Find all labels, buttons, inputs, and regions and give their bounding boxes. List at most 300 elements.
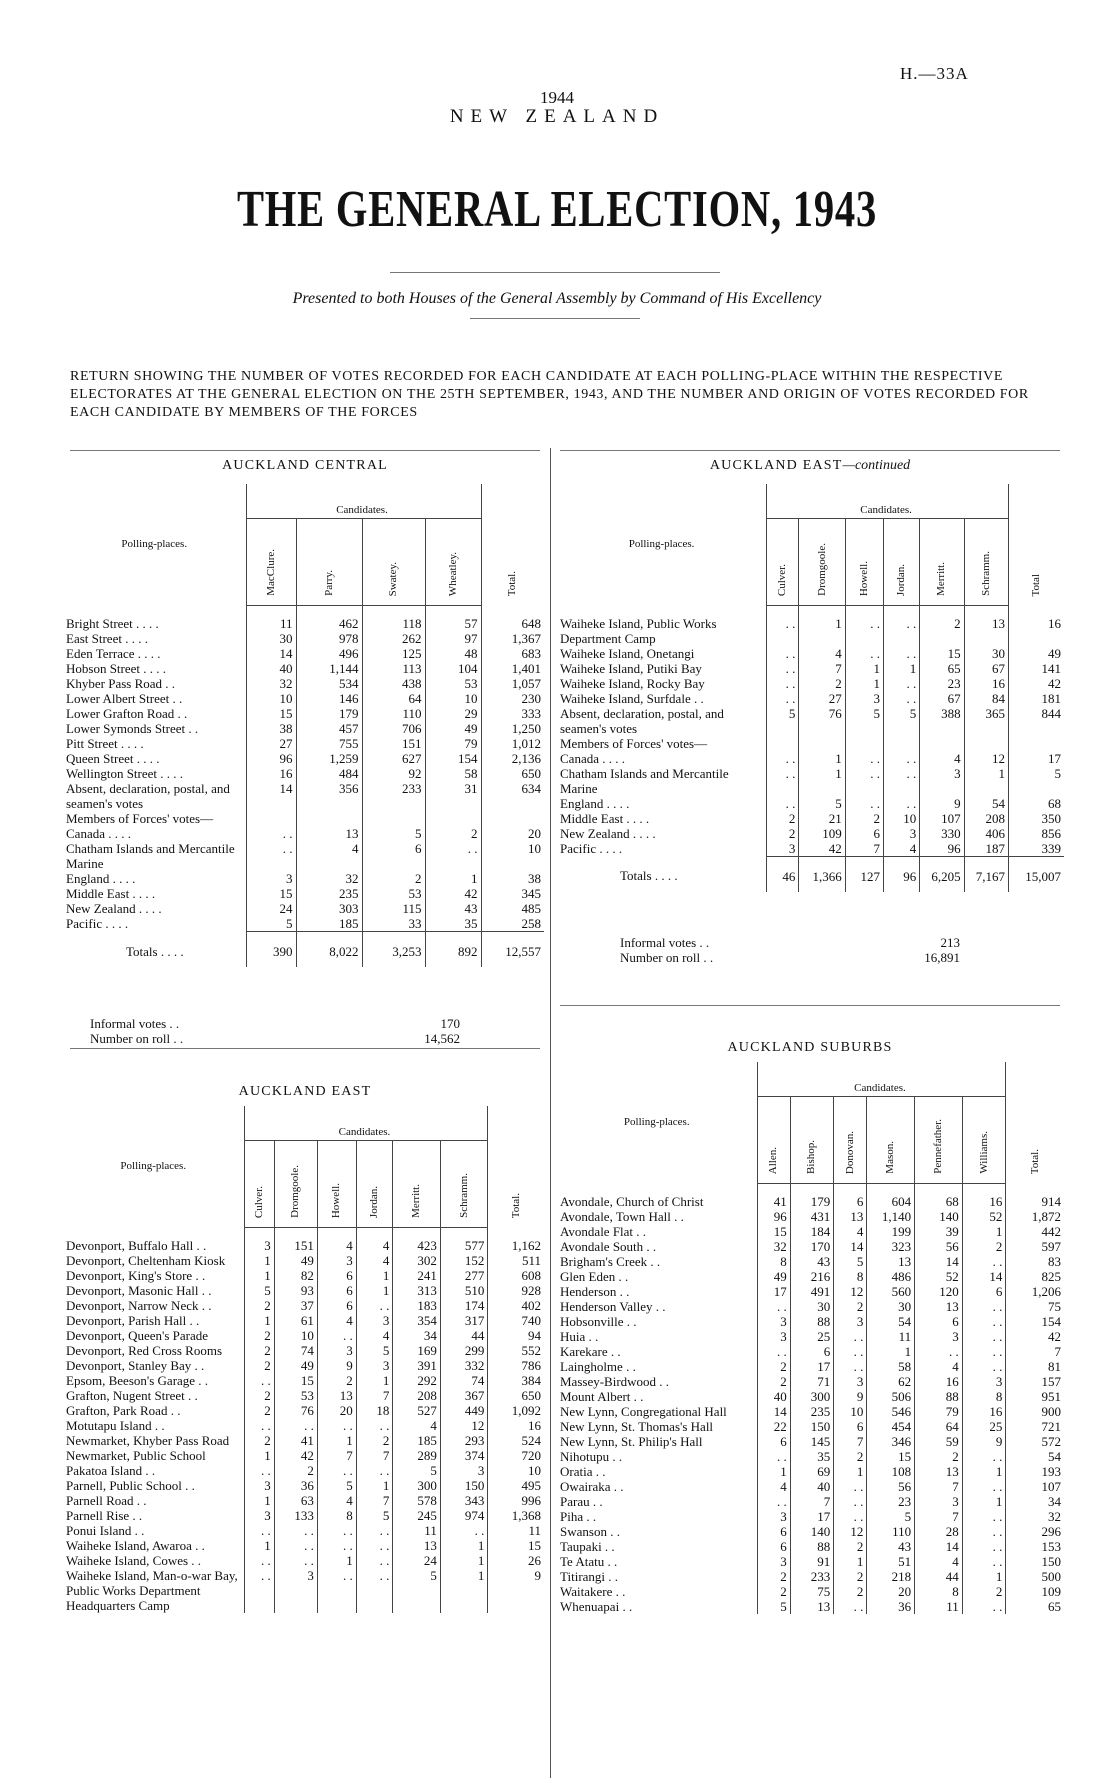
polling-place-cell: Massey-Birdwood . . <box>560 1374 670 1389</box>
vote-count-cell: 2 <box>834 1449 867 1464</box>
polling-place-cell: Waiheke Island, Awaroa . . <box>66 1538 205 1553</box>
vote-count-cell: 6 <box>317 1298 356 1313</box>
vote-count-cell: . . <box>884 606 920 646</box>
polling-place-cell: Chatham Islands and Mercantile Marine <box>560 765 729 796</box>
table-row <box>560 1184 1064 1210</box>
vote-count-cell: 20 <box>317 1403 356 1418</box>
candidate-name-header: Donovan. <box>834 1097 867 1184</box>
vote-count-cell: . . <box>962 1329 1006 1344</box>
totals-cell: 390 <box>246 932 296 968</box>
vote-count-cell: 2 <box>962 1239 1006 1254</box>
vote-count-cell: 48 <box>425 646 481 661</box>
vote-count-cell: 608 <box>488 1268 544 1283</box>
vote-count-cell: 150 <box>440 1478 488 1493</box>
totals-cell: 12,557 <box>481 932 544 968</box>
vote-count-cell: . . <box>356 1553 393 1568</box>
vote-count-cell: . . <box>274 1523 317 1538</box>
polling-place-cell: Parnell, Public School . . <box>66 1478 195 1493</box>
vote-count-cell: 7 <box>790 1494 834 1509</box>
vote-count-cell: 1 <box>845 661 883 676</box>
vote-count-cell: 17 <box>790 1509 834 1524</box>
vote-count-cell: 41 <box>757 1184 790 1210</box>
vote-count-cell: 2 <box>244 1328 274 1343</box>
vote-count-cell: 1,057 <box>481 676 544 691</box>
candidate-name-header: Dromgoole. <box>799 519 845 606</box>
vote-count-cell: 6 <box>757 1524 790 1539</box>
polling-place-cell: Avondale South . . <box>560 1239 657 1254</box>
vote-count-cell: 1,368 <box>488 1508 544 1523</box>
polling-place-cell: Hobson Street . . . . <box>66 661 167 676</box>
vote-count-cell: . . <box>767 676 799 691</box>
vote-count-cell: 67 <box>964 661 1008 676</box>
vote-count-cell: 2 <box>834 1584 867 1599</box>
vote-count-cell: 300 <box>790 1389 834 1404</box>
vote-count-cell: 374 <box>440 1448 488 1463</box>
vote-count-cell: 3 <box>246 871 296 886</box>
table-row <box>560 1374 1064 1389</box>
table-row <box>560 1599 1064 1614</box>
vote-count-cell: . . <box>834 1599 867 1614</box>
vote-count-cell: 40 <box>790 1479 834 1494</box>
vote-count-cell: . . <box>317 1523 356 1538</box>
table-row <box>66 1568 544 1613</box>
vote-count-cell: 900 <box>1006 1404 1064 1419</box>
vote-count-cell: 1 <box>834 1464 867 1479</box>
vote-count-cell: 6 <box>834 1184 867 1210</box>
vote-count-cell: 10 <box>246 691 296 706</box>
vote-count-cell: 40 <box>246 661 296 676</box>
candidate-name-header: Merritt. <box>393 1141 440 1228</box>
polling-place-cell: Devonport, Narrow Neck . . <box>66 1298 212 1313</box>
vote-count-cell: 317 <box>440 1313 488 1328</box>
vote-count-cell: 277 <box>440 1268 488 1283</box>
vote-count-cell: 2 <box>425 826 481 841</box>
vote-count-cell: 6 <box>834 1419 867 1434</box>
section-title-auckland-suburbs: AUCKLAND SUBURBS <box>727 1040 893 1055</box>
vote-count-cell: 1 <box>845 676 883 691</box>
vote-count-cell: . . <box>834 1509 867 1524</box>
vote-count-cell: 8 <box>962 1389 1006 1404</box>
vote-count-cell: 36 <box>867 1599 915 1614</box>
vote-count-cell <box>767 736 799 751</box>
polling-place-cell: Devonport, Red Cross Rooms <box>66 1343 222 1358</box>
vote-count-cell: 2 <box>834 1569 867 1584</box>
vote-count-cell: 74 <box>440 1373 488 1388</box>
vote-count-cell: 56 <box>867 1479 915 1494</box>
vote-count-cell: 24 <box>393 1553 440 1568</box>
vote-count-cell: 37 <box>274 1298 317 1313</box>
vote-count-cell: 8 <box>915 1584 963 1599</box>
vote-count-cell: 6 <box>915 1314 963 1329</box>
vote-count-cell: 193 <box>1006 1464 1064 1479</box>
vote-count-cell: 3 <box>356 1358 393 1373</box>
east-summary <box>620 935 1040 965</box>
vote-count-cell: 2 <box>244 1343 274 1358</box>
table-row <box>560 736 1064 751</box>
vote-count-cell <box>799 736 845 751</box>
polling-place-cell: Waiheke Island, Public Works Department Camp <box>560 615 717 646</box>
vote-count-cell: . . <box>884 676 920 691</box>
vote-count-cell: 3 <box>962 1374 1006 1389</box>
candidates-header: Candidates. <box>244 1106 488 1141</box>
vote-count-cell: 15 <box>488 1538 544 1553</box>
vote-count-cell: 462 <box>296 606 362 632</box>
vote-count-cell: 17 <box>790 1359 834 1374</box>
vote-count-cell: 1 <box>799 766 845 796</box>
polling-place-cell: Devonport, Stanley Bay . . <box>66 1358 205 1373</box>
vote-count-cell: 1,401 <box>481 661 544 676</box>
table-row <box>560 646 1064 661</box>
vote-count-cell: 68 <box>915 1184 963 1210</box>
vote-count-cell: 51 <box>867 1554 915 1569</box>
vote-count-cell: 534 <box>296 676 362 691</box>
table-row <box>66 1553 544 1568</box>
vote-count-cell: 996 <box>488 1493 544 1508</box>
vote-count-cell: 356 <box>296 781 362 811</box>
candidate-name-header: Schramm. <box>964 519 1008 606</box>
vote-count-cell: 53 <box>425 676 481 691</box>
roll-label: Number on roll . . <box>90 1031 184 1046</box>
totals-cell: 8,022 <box>296 932 362 968</box>
vote-count-cell: 170 <box>790 1239 834 1254</box>
vote-count-cell: 10 <box>488 1463 544 1478</box>
vote-count-cell: 2 <box>274 1463 317 1478</box>
vote-count-cell: 27 <box>246 736 296 751</box>
vote-count-cell: 125 <box>362 646 425 661</box>
vote-count-cell: 32 <box>246 676 296 691</box>
table-row <box>66 631 544 646</box>
vote-count-cell: 484 <box>296 766 362 781</box>
vote-count-cell: 13 <box>964 606 1008 646</box>
table-row <box>560 1239 1064 1254</box>
vote-count-cell: 218 <box>867 1569 915 1584</box>
informal-votes-label: Informal votes . . <box>620 935 710 950</box>
auckland-central-table <box>66 484 544 967</box>
vote-count-cell: 825 <box>1006 1269 1064 1284</box>
vote-count-cell: . . <box>884 691 920 706</box>
vote-count-cell: 42 <box>274 1448 317 1463</box>
vote-count-cell: 16 <box>962 1404 1006 1419</box>
vote-count-cell: 486 <box>867 1269 915 1284</box>
vote-count-cell: 552 <box>488 1343 544 1358</box>
vote-count-cell: 5 <box>1009 766 1064 796</box>
polling-places-header: Polling-places. <box>121 538 188 551</box>
vote-count-cell: . . <box>356 1463 393 1478</box>
vote-count-cell: 293 <box>440 1433 488 1448</box>
vote-count-cell: 38 <box>481 871 544 886</box>
polling-place-cell: Henderson Valley . . <box>560 1299 666 1314</box>
vote-count-cell: 71 <box>790 1374 834 1389</box>
vote-count-cell: . . <box>962 1599 1006 1614</box>
vote-count-cell: 199 <box>867 1224 915 1239</box>
vote-count-cell: 16 <box>1009 606 1064 646</box>
vote-count-cell: 7 <box>915 1479 963 1494</box>
vote-count-cell: 108 <box>867 1464 915 1479</box>
vote-count-cell: 15 <box>246 886 296 901</box>
vote-count-cell: 345 <box>481 886 544 901</box>
vote-count-cell: 25 <box>790 1329 834 1344</box>
vote-count-cell: 81 <box>1006 1359 1064 1374</box>
vote-count-cell: 151 <box>274 1228 317 1254</box>
section-rule <box>560 450 1060 451</box>
vote-count-cell: 1,872 <box>1006 1209 1064 1224</box>
vote-count-cell: 2 <box>920 606 964 646</box>
polling-place-cell: Parau . . <box>560 1494 603 1509</box>
vote-count-cell: . . <box>317 1538 356 1553</box>
vote-count-cell: 332 <box>440 1358 488 1373</box>
candidate-name-header: Jordan. <box>884 519 920 606</box>
vote-count-cell: 485 <box>481 901 544 916</box>
polling-place-cell: Newmarket, Khyber Pass Road <box>66 1433 230 1448</box>
polling-place-cell: Pitt Street . . . . <box>66 736 144 751</box>
vote-count-cell: 2 <box>244 1433 274 1448</box>
vote-count-cell: 11 <box>246 606 296 632</box>
title-divider <box>390 272 720 273</box>
vote-count-cell: 627 <box>362 751 425 766</box>
table-row <box>560 1269 1064 1284</box>
vote-count-cell: 442 <box>1006 1224 1064 1239</box>
vote-count-cell: 12 <box>964 751 1008 766</box>
totals-cell: 46 <box>767 856 799 892</box>
vote-count-cell: 61 <box>274 1313 317 1328</box>
vote-count-cell: 174 <box>440 1298 488 1313</box>
vote-count-cell: . . <box>246 826 296 841</box>
vote-count-cell: . . <box>767 766 799 796</box>
polling-place-cell: Brigham's Creek . . <box>560 1254 661 1269</box>
polling-place-cell: Eden Terrace . . . . <box>66 646 161 661</box>
polling-place-cell: Huia . . <box>560 1329 599 1344</box>
vote-count-cell: 346 <box>867 1434 915 1449</box>
polling-place-cell: New Zealand . . . . <box>66 901 162 916</box>
vote-count-cell: 9 <box>962 1434 1006 1449</box>
candidate-name-header: Howell. <box>317 1141 356 1228</box>
vote-count-cell: 13 <box>915 1464 963 1479</box>
vote-count-cell: 1 <box>356 1268 393 1283</box>
polling-place-cell: Middle East . . . . <box>66 886 156 901</box>
vote-count-cell: 4 <box>296 841 362 871</box>
page-reference: H.—33A <box>900 64 969 83</box>
vote-count-cell: 4 <box>356 1228 393 1254</box>
vote-count-cell: 300 <box>393 1478 440 1493</box>
polling-place-cell: Pacific . . . . <box>560 840 623 856</box>
vote-count-cell: 235 <box>790 1404 834 1419</box>
polling-place-cell: Absent, declaration, postal, and seamen's votes <box>560 705 724 736</box>
vote-count-cell: 6 <box>845 826 883 841</box>
vote-count-cell: . . <box>845 606 883 646</box>
table-row <box>66 1268 544 1283</box>
table-row <box>66 841 544 871</box>
table-row <box>560 1299 1064 1314</box>
vote-count-cell: 2 <box>244 1298 274 1313</box>
vote-count-cell: 97 <box>425 631 481 646</box>
table-row <box>66 901 544 916</box>
return-description: RETURN SHOWING THE NUMBER OF VOTES RECORDED FOR EACH CANDIDATE AT EACH POLLING-PLACE WITHIN THE RESPECTIVE ELECTORATES AT THE GENERAL ELECTION ON THE 25TH SEPTEMBER, 1943, AND THE NUMBER AND ORIGIN OF VOTES RECORDED FOR EACH CANDIDATE BY MEMBERS OF THE FORCES <box>70 369 1029 420</box>
vote-count-cell: . . <box>767 661 799 676</box>
vote-count-cell: 1,012 <box>481 736 544 751</box>
vote-count-cell: 7 <box>356 1448 393 1463</box>
vote-count-cell: 28 <box>915 1524 963 1539</box>
vote-count-cell: 1 <box>244 1313 274 1328</box>
table-row <box>66 1328 544 1343</box>
table-row <box>66 751 544 766</box>
section-title-auckland-central: AUCKLAND CENTRAL <box>222 458 388 473</box>
table-row <box>560 811 1064 826</box>
vote-count-cell: 14 <box>246 781 296 811</box>
country-heading: NEW ZEALAND <box>449 106 665 127</box>
vote-count-cell: 54 <box>867 1314 915 1329</box>
vote-count-cell: 12 <box>440 1418 488 1433</box>
candidate-name-header: Culver. <box>767 519 799 606</box>
vote-count-cell: 3 <box>757 1314 790 1329</box>
vote-count-cell: . . <box>356 1538 393 1553</box>
vote-count-cell: 13 <box>393 1538 440 1553</box>
vote-count-cell: 438 <box>362 676 425 691</box>
vote-count-cell: 354 <box>393 1313 440 1328</box>
totals-row <box>560 856 1064 892</box>
vote-count-cell: 79 <box>425 736 481 751</box>
candidate-name-header: Merritt. <box>920 519 964 606</box>
vote-count-cell: 69 <box>790 1464 834 1479</box>
vote-count-cell: 88 <box>915 1389 963 1404</box>
vote-count-cell: 9 <box>920 796 964 811</box>
polling-place-cell: Avondale, Town Hall . . <box>560 1209 684 1224</box>
polling-place-cell: Hobsonville . . <box>560 1314 637 1329</box>
table-row <box>560 676 1064 691</box>
vote-count-cell: 146 <box>296 691 362 706</box>
vote-count-cell: 5 <box>834 1254 867 1269</box>
vote-count-cell: 22 <box>757 1419 790 1434</box>
vote-count-cell: 1,250 <box>481 721 544 736</box>
vote-count-cell: 7 <box>915 1509 963 1524</box>
vote-count-cell: . . <box>767 606 799 646</box>
vote-count-cell: 2 <box>244 1358 274 1373</box>
vote-count-cell: 14 <box>962 1269 1006 1284</box>
table-row <box>560 706 1064 736</box>
informal-votes-label: Informal votes . . <box>90 1016 180 1031</box>
polling-place-cell: Whenuapai . . <box>560 1599 633 1614</box>
vote-count-cell: 333 <box>481 706 544 721</box>
polling-place-cell: Devonport, Masonic Hall . . <box>66 1283 212 1298</box>
vote-count-cell: 844 <box>1009 706 1064 736</box>
vote-count-cell: 179 <box>296 706 362 721</box>
table-row <box>560 1329 1064 1344</box>
polling-place-cell: Glen Eden . . <box>560 1269 629 1284</box>
vote-count-cell: 2,136 <box>481 751 544 766</box>
vote-count-cell: 510 <box>440 1283 488 1298</box>
polling-place-cell: Mount Albert . . <box>560 1389 644 1404</box>
polling-place-cell: Motutapu Island . . <box>66 1418 165 1433</box>
vote-count-cell: 1 <box>317 1553 356 1568</box>
vote-count-cell: 262 <box>362 631 425 646</box>
central-rows <box>66 606 544 968</box>
vote-count-cell: 740 <box>488 1313 544 1328</box>
vote-count-cell: 110 <box>362 706 425 721</box>
vote-count-cell: 8 <box>757 1254 790 1269</box>
vote-count-cell: 1 <box>244 1253 274 1268</box>
vote-count-cell: 145 <box>790 1434 834 1449</box>
section-title-text: AUCKLAND EAST <box>709 458 843 473</box>
vote-count-cell: . . <box>767 796 799 811</box>
vote-count-cell: 49 <box>274 1253 317 1268</box>
vote-count-cell: 2 <box>834 1299 867 1314</box>
vote-count-cell: 350 <box>1009 811 1064 826</box>
vote-count-cell: 4 <box>317 1313 356 1328</box>
polling-place-cell: Pacific . . . . <box>66 916 129 931</box>
vote-count-cell: 109 <box>799 826 845 841</box>
vote-count-cell: . . <box>845 766 883 796</box>
vote-count-cell: 133 <box>274 1508 317 1523</box>
vote-count-cell: 32 <box>296 871 362 886</box>
vote-count-cell: 7 <box>1006 1344 1064 1359</box>
vote-count-cell: . . <box>757 1494 790 1509</box>
polling-place-cell: Waiheke Island, Rocky Bay <box>560 675 705 691</box>
continued-label: —continued <box>842 458 911 473</box>
polling-place-cell: Waiheke Island, Surfdale . . <box>560 690 704 706</box>
roll-value: 16,891 <box>924 950 960 965</box>
vote-count-cell: 5 <box>356 1343 393 1358</box>
vote-count-cell: . . <box>356 1523 393 1538</box>
vote-count-cell: 1,144 <box>296 661 362 676</box>
vote-count-cell: . . <box>317 1568 356 1613</box>
table-row <box>560 1314 1064 1329</box>
vote-count-cell: 184 <box>790 1224 834 1239</box>
vote-count-cell: 292 <box>393 1373 440 1388</box>
vote-count-cell: 16 <box>915 1374 963 1389</box>
table-row <box>66 721 544 736</box>
vote-count-cell: 634 <box>481 781 544 811</box>
vote-count-cell: . . <box>244 1418 274 1433</box>
vote-count-cell: 2 <box>845 811 883 826</box>
vote-count-cell: 84 <box>964 691 1008 706</box>
east-rows <box>66 1228 544 1614</box>
vote-count-cell: 4 <box>884 841 920 857</box>
vote-count-cell: 1 <box>964 766 1008 796</box>
vote-count-cell: 4 <box>393 1418 440 1433</box>
vote-count-cell <box>845 736 883 751</box>
vote-count-cell: 31 <box>425 781 481 811</box>
candidate-name-header: Mason. <box>867 1097 915 1184</box>
vote-count-cell: . . <box>317 1328 356 1343</box>
table-row <box>66 1313 544 1328</box>
vote-count-cell: 65 <box>1006 1599 1064 1614</box>
vote-count-cell: 7 <box>356 1493 393 1508</box>
vote-count-cell: 5 <box>884 706 920 736</box>
vote-count-cell: 15 <box>246 706 296 721</box>
vote-count-cell: 5 <box>244 1283 274 1298</box>
table-row <box>560 1449 1064 1464</box>
vote-count-cell: 343 <box>440 1493 488 1508</box>
vote-count-cell: 38 <box>246 721 296 736</box>
table-row <box>66 676 544 691</box>
vote-count-cell: 39 <box>915 1224 963 1239</box>
informal-votes-value: 213 <box>940 935 960 950</box>
vote-count-cell: 856 <box>1009 826 1064 841</box>
vote-count-cell: 511 <box>488 1253 544 1268</box>
vote-count-cell: 49 <box>425 721 481 736</box>
vote-count-cell: 208 <box>393 1388 440 1403</box>
vote-count-cell: . . <box>962 1539 1006 1554</box>
vote-count-cell: 10 <box>425 691 481 706</box>
vote-count-cell: 15 <box>867 1449 915 1464</box>
polling-place-cell: Devonport, Parish Hall . . <box>66 1313 200 1328</box>
table-row <box>560 766 1064 796</box>
vote-count-cell: 92 <box>362 766 425 781</box>
polling-place-cell: Karekare . . <box>560 1344 621 1359</box>
vote-count-cell: 10 <box>834 1404 867 1419</box>
vote-count-cell: 506 <box>867 1389 915 1404</box>
vote-count-cell: 32 <box>1006 1509 1064 1524</box>
polling-place-cell: Canada . . . . <box>560 750 625 766</box>
